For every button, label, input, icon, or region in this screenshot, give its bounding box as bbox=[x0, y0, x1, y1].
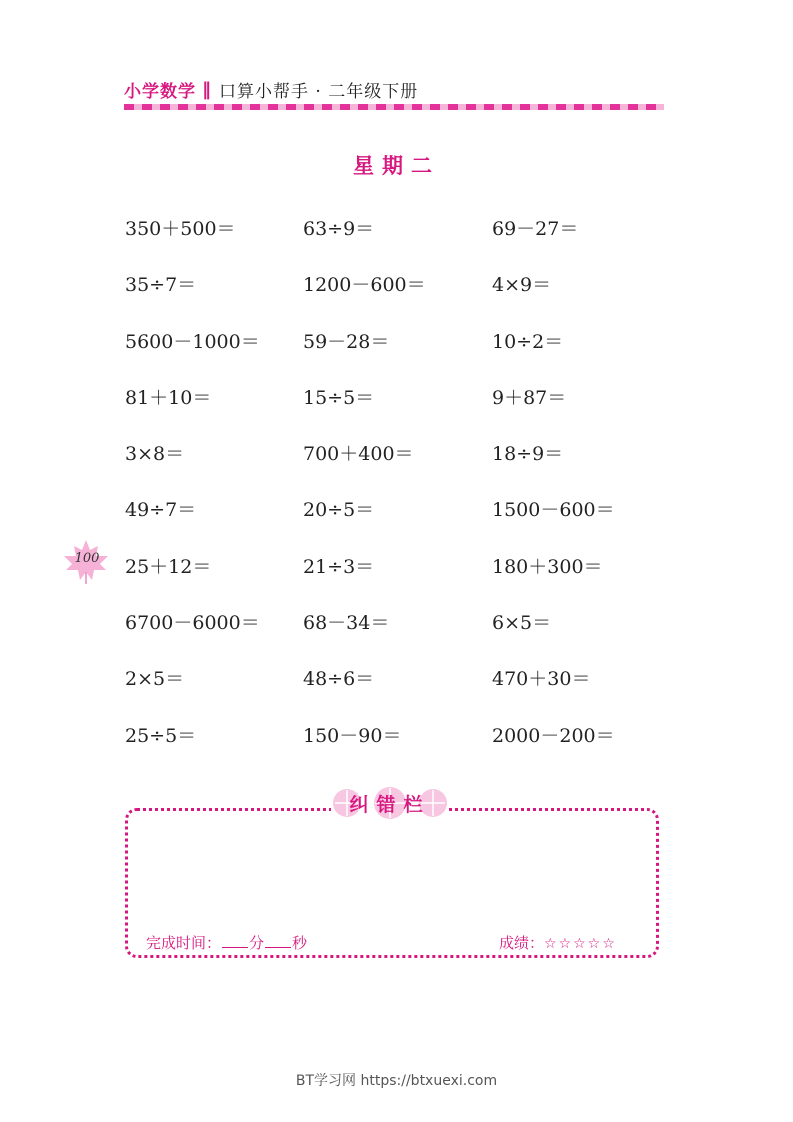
problem-row bbox=[125, 717, 685, 773]
arithmetic-problem: 2000－200＝ bbox=[492, 724, 615, 747]
arithmetic-problem: 20÷5＝ bbox=[303, 499, 375, 522]
brand-label: 小学数学 bbox=[124, 81, 196, 102]
arithmetic-problem: 9＋87＝ bbox=[492, 386, 567, 409]
score bbox=[499, 932, 617, 953]
problem-row bbox=[125, 435, 685, 491]
arithmetic-problem: 49÷7＝ bbox=[125, 499, 197, 522]
arithmetic-problem: 25÷5＝ bbox=[125, 724, 197, 747]
problem-grid bbox=[125, 210, 685, 773]
arithmetic-problem: 63÷9＝ bbox=[303, 218, 375, 240]
arithmetic-problem: 180＋300＝ bbox=[492, 555, 603, 578]
arithmetic-problem: 15÷5＝ bbox=[303, 386, 375, 409]
arithmetic-problem: 6700－6000＝ bbox=[125, 612, 260, 635]
problem-row bbox=[125, 548, 685, 604]
correction-title: 纠错栏 bbox=[349, 794, 431, 816]
arithmetic-problem: 1500－600＝ bbox=[492, 499, 615, 522]
arithmetic-problem: 10÷2＝ bbox=[492, 330, 564, 353]
header-divider bbox=[124, 104, 664, 110]
arithmetic-problem: 470＋30＝ bbox=[492, 668, 591, 691]
minutes-blank[interactable] bbox=[222, 933, 248, 948]
arithmetic-problem: 3×8＝ bbox=[125, 443, 185, 466]
problem-row bbox=[125, 379, 685, 435]
watermark: BT学习网 https://btxuexi.com bbox=[295, 1073, 498, 1089]
arithmetic-problem: 4×9＝ bbox=[492, 274, 552, 297]
arithmetic-problem: 81＋10＝ bbox=[125, 386, 212, 409]
minutes-label: 分 bbox=[249, 934, 265, 952]
arithmetic-problem: 25＋12＝ bbox=[125, 555, 212, 578]
problem-row bbox=[125, 660, 685, 716]
problem-row bbox=[125, 323, 685, 379]
arithmetic-problem: 69－27＝ bbox=[492, 218, 579, 240]
arithmetic-problem: 1200－600＝ bbox=[303, 274, 426, 297]
star-outline-icon[interactable]: ☆☆☆☆☆ bbox=[544, 936, 617, 952]
score-label: 成绩： bbox=[499, 934, 545, 952]
completion-time bbox=[146, 932, 307, 953]
arithmetic-problem: 68－34＝ bbox=[303, 612, 390, 635]
arithmetic-problem: 350＋500＝ bbox=[125, 218, 236, 240]
header-separator: ‖ bbox=[202, 78, 211, 100]
arithmetic-problem: 6×5＝ bbox=[492, 612, 552, 635]
arithmetic-problem: 35÷7＝ bbox=[125, 274, 197, 297]
seconds-label: 秒 bbox=[292, 934, 308, 952]
arithmetic-problem: 59－28＝ bbox=[303, 330, 390, 353]
day-title: 星期二 bbox=[353, 154, 440, 178]
problem-row bbox=[125, 210, 685, 266]
page-header bbox=[124, 76, 664, 102]
page-number: 100 bbox=[74, 551, 100, 566]
seconds-blank[interactable] bbox=[265, 933, 291, 948]
arithmetic-problem: 18÷9＝ bbox=[492, 443, 564, 466]
time-label: 完成时间： bbox=[146, 934, 222, 952]
arithmetic-problem: 2×5＝ bbox=[125, 668, 185, 691]
arithmetic-problem: 21÷3＝ bbox=[303, 555, 375, 578]
book-title: 口算小帮手 · 二年级下册 bbox=[219, 81, 419, 102]
arithmetic-problem: 5600－1000＝ bbox=[125, 330, 260, 353]
arithmetic-problem: 150－90＝ bbox=[303, 724, 402, 747]
problem-row bbox=[125, 604, 685, 660]
arithmetic-problem: 48÷6＝ bbox=[303, 668, 375, 691]
arithmetic-problem: 700＋400＝ bbox=[303, 443, 414, 466]
problem-row bbox=[125, 266, 685, 322]
problem-row bbox=[125, 491, 685, 547]
